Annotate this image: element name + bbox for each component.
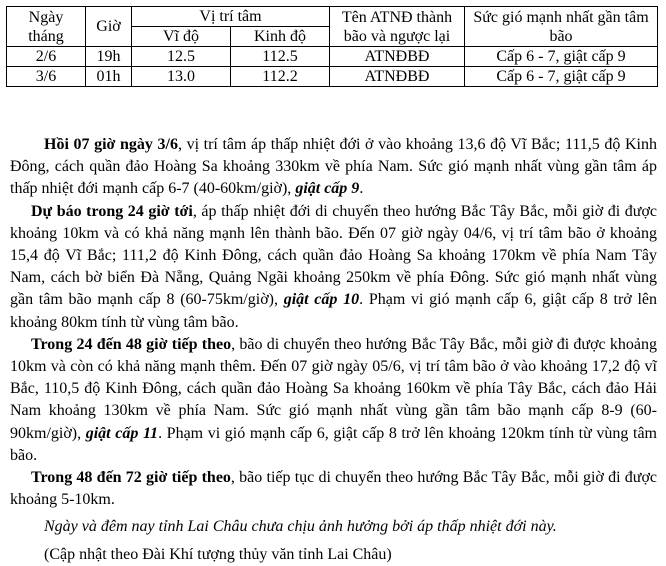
lead-text: Hồi 07 giờ ngày 3/6 bbox=[44, 136, 178, 153]
table-row bbox=[7, 47, 658, 67]
end-text: . Phạm vi gió mạnh cấp 6, giật cấp 8 trở lên khoảng 120km tính từ vùng tâm bão. bbox=[10, 424, 658, 464]
cell-hour: 01h bbox=[86, 67, 132, 87]
cell-hour: 19h bbox=[86, 47, 132, 67]
gust-text: giật cấp 10 bbox=[283, 291, 360, 309]
local-impact-note: Ngày và đêm nay tỉnh Lai Châu chưa chịu ảnh hưởng bởi áp thấp nhiệt đới này. bbox=[44, 518, 557, 536]
bulletin-text bbox=[10, 134, 657, 566]
cell-lat: 12.5 bbox=[132, 47, 231, 67]
gust-text: giật cấp 9 bbox=[295, 180, 360, 198]
cell-name: ATNĐBĐ bbox=[330, 47, 465, 67]
header-lon: Kinh độ bbox=[231, 27, 330, 47]
end-text: . Phạm vi gió mạnh cấp 6, giật cấp 8 trở lên khoảng 80km tính từ vùng tâm bão. bbox=[10, 291, 657, 331]
paragraph-forecast-24h bbox=[10, 201, 657, 334]
table-row bbox=[7, 67, 658, 87]
storm-track-table bbox=[6, 6, 658, 87]
cell-date: 3/6 bbox=[7, 67, 86, 87]
cell-wind: Cấp 6 - 7, giật cấp 9 bbox=[465, 47, 658, 67]
cell-lon: 112.5 bbox=[231, 47, 330, 67]
header-hour: Giờ bbox=[86, 7, 132, 47]
header-date: Ngày tháng bbox=[7, 7, 86, 47]
cell-wind: Cấp 6 - 7, giật cấp 9 bbox=[465, 67, 658, 87]
lead-text: Trong 48 đến 72 giờ tiếp theo bbox=[31, 469, 231, 487]
header-name: Tên ATNĐ thành bão và ngược lại bbox=[330, 7, 465, 47]
body-text: , bão di chuyển theo hướng Bắc Tây Bắc, mỗi giờ đi được khoảng 10km và còn có khả năng mạnh thêm. Đến 07 giờ ngày 05/6, vị trí tâm bão ở vào khoảng 17,2 độ vĩ Bắc, 110,5 độ Kinh Đông, cách quần đảo Hoàng Sa khoảng 160km về phía Tây Bắc, cách đảo Hải Nam khoảng 130km về phía Nam. Sức gió mạnh nhất vùng gần tâm bão mạnh cấp 8-9 (60-90km/giờ), bbox=[10, 335, 658, 442]
body-text: , áp thấp nhiệt đới di chuyển theo hướng Bắc Tây Bắc, mỗi giờ đi được khoảng 10km và có khả năng mạnh lên thành bão. Đến 07 giờ ngày 04/6, vị trí tâm bão ở khoảng 15,4 độ Vĩ Bắc; 111,2 độ Kinh Đông, cách quần đảo Hoàng Sa khoảng 170km về phía Nam Tây Nam, cách bờ biển Đà Nẵng, Quảng Ngãi khoảng 250km về phía Đông. Sức gió mạnh nhất vùng gần tâm bão mạnh cấp 8 (60-75km/giờ), bbox=[10, 202, 658, 309]
end-text: . bbox=[359, 180, 364, 198]
source-note: (Cập nhật theo Đài Khí tượng thủy văn tỉnh Lai Châu) bbox=[44, 545, 392, 563]
cell-date: 2/6 bbox=[7, 47, 86, 67]
header-position: Vị trí tâm bbox=[132, 7, 330, 27]
lead-text: Dự báo trong 24 giờ tới bbox=[31, 202, 193, 220]
body-text: , vị trí tâm áp thấp nhiệt đới ở vào khoảng 13,6 độ Vĩ Bắc; 111,5 độ Kinh Đông, cách quần đảo Hoàng Sa khoảng 330km về phía Nam. Sức gió mạnh nhất vùng gần tâm áp thấp nhiệt đới mạnh cấp 6-7 (40-60km/giờ), bbox=[10, 136, 657, 198]
header-lat: Vĩ độ bbox=[132, 27, 231, 47]
body-text: , bão tiếp tục di chuyển theo hướng Bắc Tây Bắc, mỗi giờ đi được khoảng 5-10km. bbox=[10, 469, 658, 509]
header-wind: Sức gió mạnh nhất gần tâm bão bbox=[465, 7, 658, 47]
paragraph-forecast-72h bbox=[10, 467, 657, 511]
gust-text: giật cấp 11 bbox=[85, 424, 159, 442]
paragraph-forecast-48h bbox=[10, 334, 657, 467]
cell-lat: 13.0 bbox=[132, 67, 231, 87]
cell-lon: 112.2 bbox=[231, 67, 330, 87]
paragraph-current-position bbox=[10, 134, 657, 201]
lead-text: Trong 24 đến 48 giờ tiếp theo bbox=[31, 335, 232, 353]
cell-name: ATNĐBĐ bbox=[330, 67, 465, 87]
